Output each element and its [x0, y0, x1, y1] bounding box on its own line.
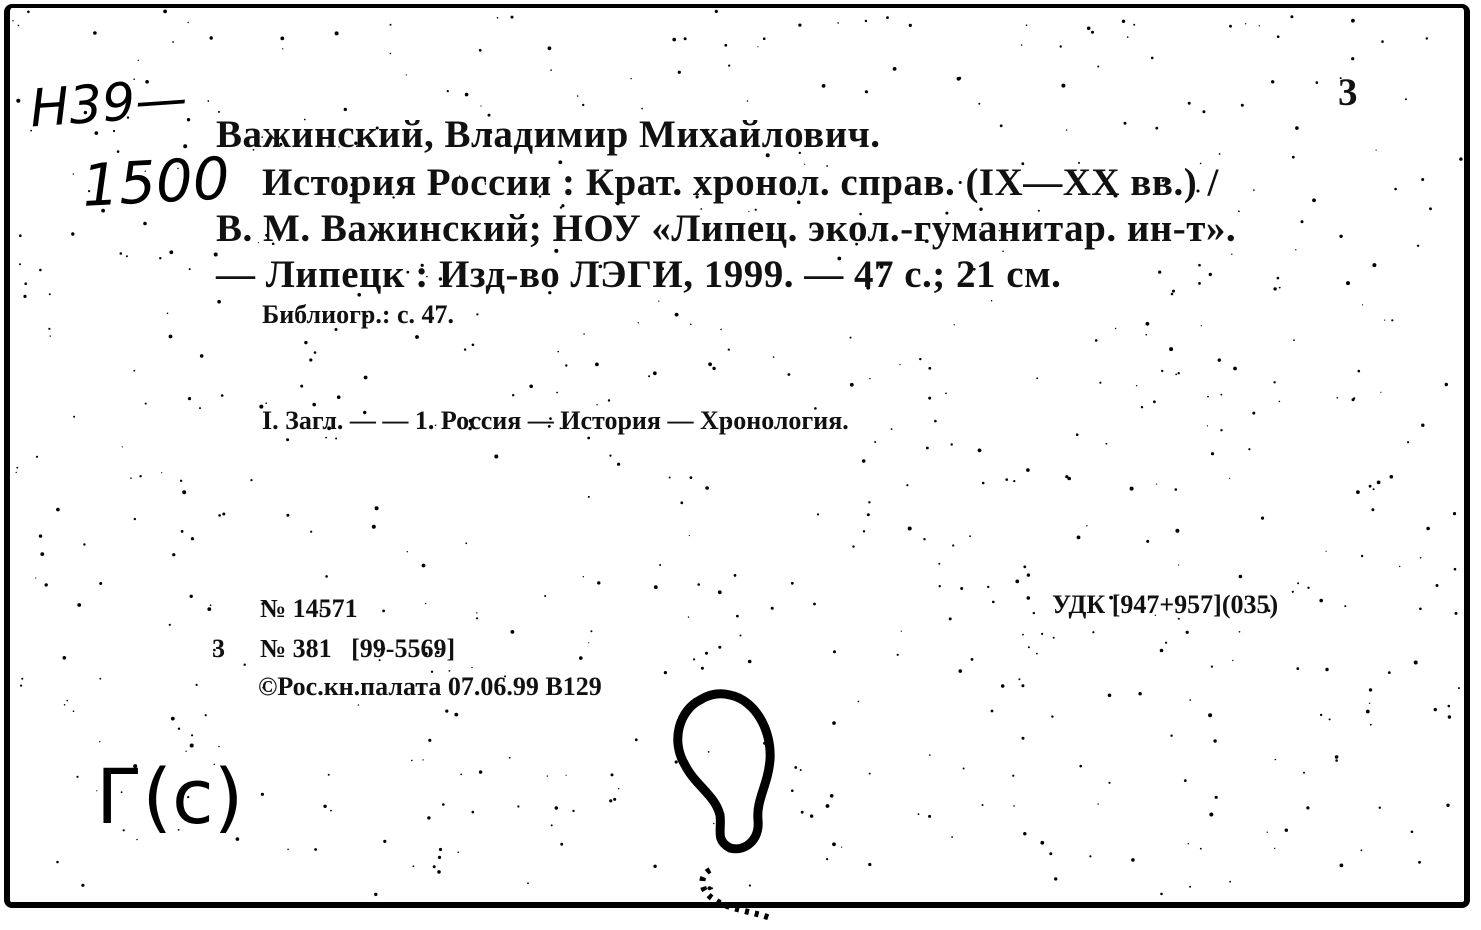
- title-line: История России : Крат. хронол. справ. (IX—XX вв.) /: [262, 161, 1219, 204]
- author-heading: Важинский, Владимир Михайлович.: [216, 113, 881, 156]
- responsibility-line: В. М. Важинский; НОУ «Липец. экол.-гуманитар. ин-т».: [216, 207, 1237, 250]
- udc-classification: УДК [947+957](035): [1052, 590, 1279, 619]
- publication-line: — Липецк : Изд-во ЛЭГИ, 1999. — 47 с.; 21 см.: [216, 253, 1062, 296]
- order-number: № 381 [99-5569]: [260, 634, 456, 663]
- handwritten-mark: Г(с): [96, 752, 244, 841]
- handwritten-call-number-line2: 1500: [80, 144, 232, 220]
- handwritten-call-number-line1: Н39—: [28, 68, 190, 140]
- card-number: № 14571: [260, 594, 358, 623]
- card-number-corner: 3: [1338, 71, 1358, 114]
- book-chamber-stamp: ©Рос.кн.палата 07.06.99 В129: [258, 672, 602, 701]
- bibliography-note: Библиогр.: с. 47.: [262, 300, 455, 329]
- ink-stamp-icon: [660, 680, 820, 920]
- copies-count: 3: [212, 634, 225, 663]
- subject-tracings: I. Загл. — — 1. Россия — История — Хронология.: [262, 406, 849, 435]
